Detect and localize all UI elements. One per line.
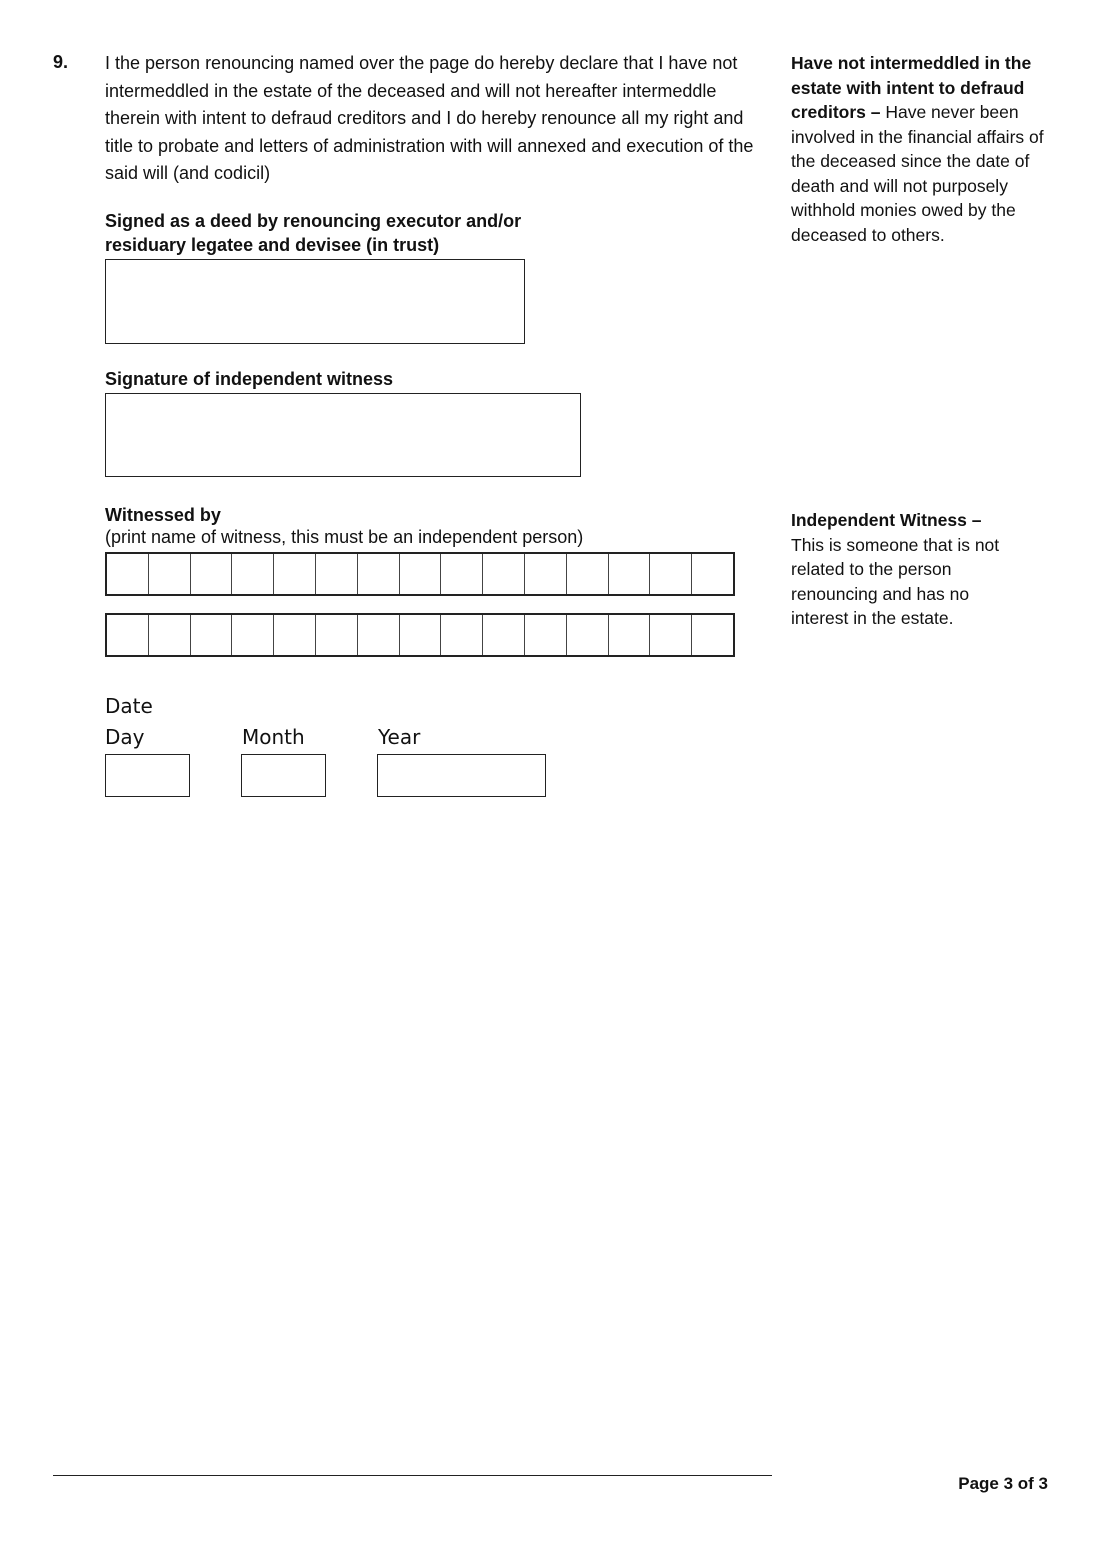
name-character-cell[interactable] [149,615,191,655]
day-input-box[interactable] [105,754,190,797]
year-input-box[interactable] [377,754,546,797]
name-character-cell[interactable] [609,554,651,594]
signed-deed-label [105,209,521,257]
name-character-cell[interactable] [191,615,233,655]
name-character-cell[interactable] [191,554,233,594]
name-character-cell[interactable] [274,615,316,655]
name-character-cell[interactable] [483,615,525,655]
name-character-cell[interactable] [692,615,733,655]
name-character-cell[interactable] [567,554,609,594]
name-character-cell[interactable] [274,554,316,594]
witness-name-row-1[interactable] [105,552,735,596]
sidenote-intermeddle-heading: Have not intermeddled in the estate with intent to defraud creditors – [791,53,1032,122]
name-character-cell[interactable] [358,615,400,655]
executor-signature-box[interactable] [105,259,525,344]
witness-name-row-2[interactable] [105,613,735,657]
witnessed-by-hint: (print name of witness, this must be an independent person) [105,527,584,547]
declaration-text: I the person renouncing named over the page do hereby declare that I have not intermeddled in the estate of the deceased and will not hereafter intermeddle therein with intent to defraud creditors and I do hereby renounce all my right and title to probate and letters of administration with will annexed and execution of the said will (and codicil) [105,53,754,184]
month-label: Month [242,725,305,749]
name-character-cell[interactable] [149,554,191,594]
name-character-cell[interactable] [107,615,149,655]
sidenote-witness [791,508,1021,631]
name-character-cell[interactable] [525,554,567,594]
name-character-cell[interactable] [567,615,609,655]
question-number: 9. [53,52,69,72]
name-character-cell[interactable] [650,615,692,655]
year-label: Year [378,725,421,749]
signed-deed-label-line2: residuary legatee and devisee (in trust) [105,235,440,255]
name-character-cell[interactable] [107,554,149,594]
date-label: Date [105,694,153,718]
witness-signature-box[interactable] [105,393,581,477]
footer-rule [53,1475,772,1476]
witnessed-by-label: Witnessed by [105,505,221,525]
name-character-cell[interactable] [358,554,400,594]
name-character-cell[interactable] [316,554,358,594]
sidenote-intermeddle-body: Have never been involved in the financial affairs of the deceased since the date of death and will not purposely withhold monies owed by the deceased to others. [791,102,1044,245]
name-character-cell[interactable] [441,554,483,594]
sidenote-witness-body: This is someone that is not related to the person renouncing and has no interest in the estate. [791,534,1000,628]
name-character-cell[interactable] [232,554,274,594]
name-character-cell[interactable] [525,615,567,655]
sidenote-witness-heading: Independent Witness – [791,510,982,530]
day-label: Day [105,725,145,749]
name-character-cell[interactable] [441,615,483,655]
name-character-cell[interactable] [400,615,442,655]
sidenote-intermeddle [791,51,1056,247]
name-character-cell[interactable] [650,554,692,594]
name-character-cell[interactable] [483,554,525,594]
month-input-box[interactable] [241,754,326,797]
signed-deed-label-line1: Signed as a deed by renouncing executor and/or [105,211,522,231]
name-character-cell[interactable] [692,554,733,594]
name-character-cell[interactable] [609,615,651,655]
name-character-cell[interactable] [316,615,358,655]
page-number: Page 3 of 3 [958,1474,1048,1493]
name-character-cell[interactable] [232,615,274,655]
name-character-cell[interactable] [400,554,442,594]
witness-signature-label: Signature of independent witness [105,369,394,389]
